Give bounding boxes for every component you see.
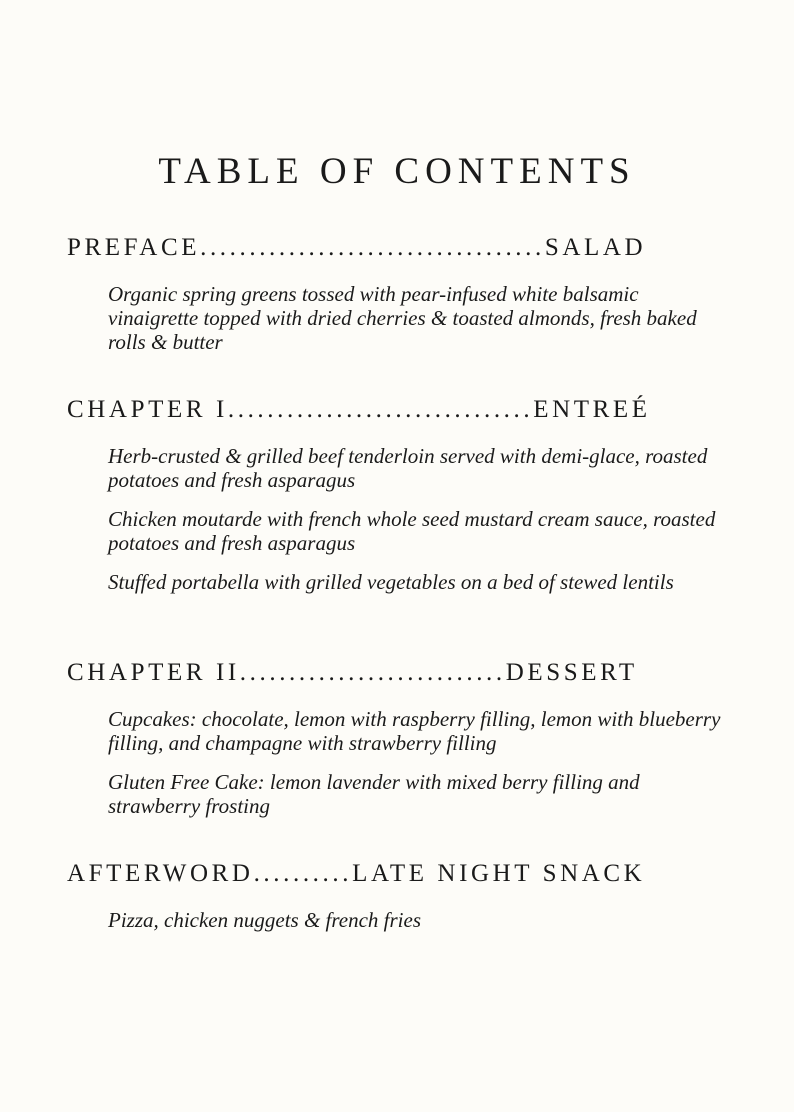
menu-item: Gluten Free Cake: lemon lavender with mixed berry filling and strawberry frosting	[108, 770, 640, 818]
menu-item: Pizza, chicken nuggets & french fries	[108, 908, 421, 932]
section-heading-afterword: AFTERWORD..........LATE NIGHT SNACK	[67, 860, 646, 887]
section-items-afterword	[108, 908, 728, 932]
section-heading-chapter-2: CHAPTER II...........................DESSERT	[67, 659, 638, 686]
menu-item: Cupcakes: chocolate, lemon with raspberry filling, lemon with blueberry filling, and champagne with strawberry filling	[108, 707, 721, 755]
menu-item: Herb-crusted & grilled beef tenderloin served with demi-glace, roasted potatoes and fresh asparagus	[108, 444, 708, 492]
section-items-preface	[108, 282, 728, 354]
section-chapter-2	[67, 659, 721, 833]
section-items-chapter-1	[108, 444, 728, 594]
section-chapter-1	[67, 397, 717, 609]
page-title: TABLE OF CONTENTS	[158, 151, 636, 192]
section-preface	[67, 235, 717, 369]
section-heading-chapter-1: CHAPTER I...............................ENTREÉ	[67, 396, 651, 423]
menu-item: Stuffed portabella with grilled vegetables on a bed of stewed lentils	[108, 570, 674, 594]
section-afterword	[67, 861, 717, 947]
menu-item: Organic spring greens tossed with pear-infused white balsamic vinaigrette topped with dried cherries & toasted almonds, fresh baked rolls & butter	[108, 282, 697, 354]
section-items-chapter-2	[108, 707, 728, 818]
section-heading-preface: PREFACE...................................SALAD	[67, 234, 647, 261]
menu-item: Chicken moutarde with french whole seed mustard cream sauce, roasted potatoes and fresh asparagus	[108, 507, 716, 555]
